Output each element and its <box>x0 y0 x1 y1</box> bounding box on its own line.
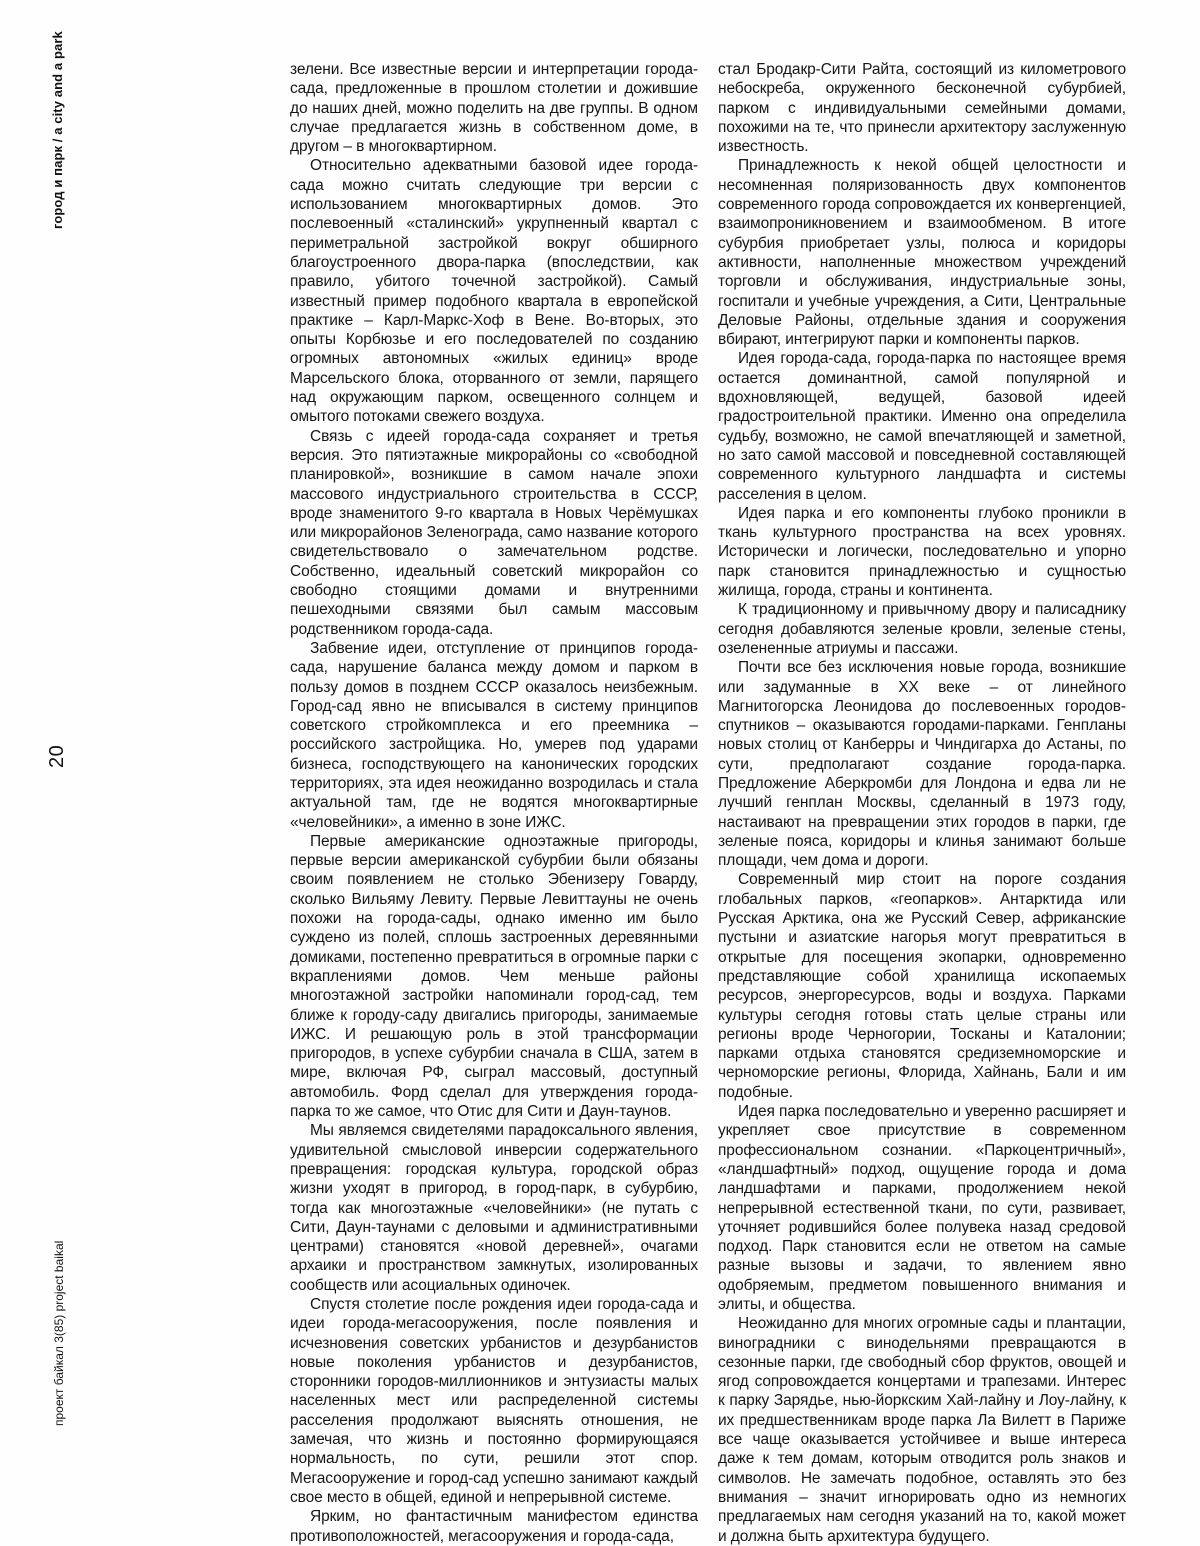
page-number: 20 <box>46 744 68 768</box>
paragraph: Относительно адекватными базовой идее города-сада можно считать следующие три версии с использованием многоквартирных домов. Это послевоенный «сталинский» укрупненный квартал с периметральной застройкой вокруг обширного благоустроенного двора-парка (впоследствии, как правило, убитого точечной застройкой). Самый известный пример подобного квартала в европейской практике – Карл-Маркс-Хоф в Вене. Во-вторых, это опыты Корбюзье и его последователей по созданию огромных автономных «жилых единиц» вроде Марсельского блока, оторванного от земли, парящего над окружающим парком, освещенного солнцем и омытого потоками свежего воздуха. <box>290 157 698 426</box>
paragraph: Неожиданно для многих огромные сады и плантации, виноградники с винодельнями превращаются в сезонные парки, где свободный сбор фруктов, овощей и ягод сопровождается концертами и трапезами. Интерес к парку Зарядье, нью-йоркским Хай-лайну и Лоу-лайну, к их предшественникам вроде парка Ла Вилетт в Париже все чаще оказывается устойчивее и выше интереса даже к тем домам, которым отводится роль знаков и символов. Не замечать подобное, оставлять это без внимания – значит игнорировать одно из немногих предлагаемых нам сегодня указаний на то, какой может и должна быть архитектура будущего. <box>718 1315 1126 1545</box>
paragraph: Идея города-сада, города-парка по настоящее время остается доминантной, самой популярной и вдохновляющей, ведущей, базовой идеей градостроительной практики. Именно она определила судьбу, возможно, не самой впечатляющей и заметной, но зато самой массовой и повседневной составляющей современного культурного ландшафта и системы расселения в целом. <box>718 350 1126 503</box>
paragraph: Спустя столетие после рождения идеи города-сада и идеи города-мегасооружения, после появления и исчезновения советских урбанистов и дезурбанистов новые поколения урбанистов и дезурбанистов, сторонники городов-миллионников и энтузиасты малых населенных мест или распределенной системы расселения продолжают выяснять отношения, не замечая, что жизнь и постоянно формирующаяся нормальность, по сути, решили этот спор. Мегасооружение и город-сад успешно занимают каждый свое место в общей, единой и непрерывной системе. <box>290 1296 698 1506</box>
paragraph: Идея парка последовательно и уверенно расширяет и укрепляет свое присутствие в современном профессиональном сознании. «Паркоцентричный», «ландшафтный» подход, ощущение города и дома ландшафтами и парками, продолжением некой непрерывной естественной ткани, по сути, развивает, уточняет родившийся более полувека назад средовой подход. Парк становится если не ответом на самые разные вызовы и задачи, то явлением явно одобряемым, предметом повышенного внимания и элиты, и общества. <box>718 1103 1126 1313</box>
text-column-left <box>290 60 698 1546</box>
paragraph: Современный мир стоит на пороге создания глобальных парков, «геопарков». Антарктида или Русская Арктика, она же Русский Север, африканские пустыни и азиатские нагорья могут превратиться в открытые для посещения экопарки, одновременно представляющие собой хранилища ископаемых ресурсов, энергоресурсов, воды и воздуха. Парками культуры сегодня готовы стать целые страны или регионы вроде Черногории, Тосканы и Каталонии; парками отдыха становятся средиземноморские и черноморские регионы, Флорида, Хайнань, Бали и им подобные. <box>718 871 1126 1101</box>
paragraph: Принадлежность к некой общей целостности и несомненная поляризованность двух компонентов современного города сопровождается их конвергенцией, взаимопроникновением и взаимообменом. В итоге субурбия приобретает узлы, полюса и коридоры активности, наполненные множеством учреждений торговли и обслуживания, индустриальные зоны, госпитали и учебные учреждения, а Сити, Центральные Деловые Районы, отдельные здания и сооружения вбирают, интегрируют парки и компоненты парков. <box>718 157 1126 349</box>
paragraph: зелени. Все известные версии и интерпретации города-сада, предложенные в прошлом столетии и дожившие до наших дней, можно поделить на две группы. В одном случае предлагается жизнь в собственном доме, в другом – в многоквартирном. <box>290 61 698 156</box>
paragraph: Идея парка и его компоненты глубоко проникли в ткань культурного пространства на всех уровнях. Исторически и логически, последовательно и упорно парк становится принадлежностью и сущностью жилища, города, страны и континента. <box>718 504 1126 600</box>
paragraph: Мы являемся свидетелями парадоксального явления, удивительной смысловой инверсии содержательного превращения: городская культура, городской образ жизни уходят в пригород, в город-парк, в субурбию, тогда как многоэтажные «человейники» (не путать с Сити, Даун-таунами с деловыми и административными центрами) становятся «новой деревней», очагами архаики и пространством замкнутых, изолированных сообществ или асоциальных одиночек. <box>290 1122 698 1294</box>
paragraph: стал Бродакр-Сити Райта, состоящий из километрового небоскреба, окруженного бесконечной субурбией, парком с индивидуальными семейными домами, похожими на те, что принесли архитектору заслуженную известность. <box>718 61 1126 156</box>
paragraph: Забвение идеи, отступление от принципов города-сада, нарушение баланса между домом и парком в пользу домов в позднем СССР оказалось неизбежным. Город-сад явно не вписывался в систему принципов советского стройкомплекса и его преемника – российского застройщика. Но, умерев под ударами бизнеса, господствующего на канонических городских территориях, эта идея неожиданно возродилась и стала актуальной там, где не водятся многоквартирные «человейники», а именно в зоне ИЖС. <box>290 639 698 831</box>
journal-imprint-vertical: проект байкал 3(85) project baikal <box>52 1240 66 1426</box>
paragraph: Почти все без исключения новые города, возникшие или задуманные в ХХ веке – от линейного Магнитогорска Леонидова до послевоенных городов-спутников – оказываются городами-парками. Генпланы новых столиц от Канберры и Чиндигарха до Астаны, по сути, предполагают создание города-парка. Предложение Аберкромби для Лондона и едва ли не лучший генплан Москвы, сделанный в 1973 году, настаивают на превращении этих городов в парки, где зеленые пояса, коридоры и клинья занимают больше площади, чем дома и дороги. <box>718 659 1126 870</box>
paragraph: Связь с идеей города-сада сохраняет и третья версия. Это пятиэтажные микрорайоны со «свободной планировкой», возникшие в самом начале эпохи массового индустриального строительства в СССР, вроде знаменитого 9-го квартала в Новых Черёмушках или микрорайонов Зеленограда, само название которого свидетельствовало о замечательном родстве. Собственно, идеальный советский микрорайон со свободно стоящими домами и внутренними пешеходными связями был самым массовым родственником города-сада. <box>290 427 698 638</box>
paragraph: К традиционному и привычному двору и палисаднику сегодня добавляются зеленые кровли, зеленые стены, озелененные атриумы и пассажи. <box>718 601 1126 657</box>
paragraph: Первые американские одноэтажные пригороды, первые версии американской субурбии были обязаны своим появлением не столько Эбенизеру Говарду, сколько Вильяму Левиту. Первые Левиттауны не очень похожи на города-сады, однако именно им было суждено из полей, сплошь застроенных деревянными домиками, постепенно превратиться в огромные парки с вкраплениями домов. Чем меньше районы многоэтажной застройки напоминали город-сад, тем ближе к городу-саду двигались пригороды, занимаемые ИЖС. И решающую роль в этой трансформации пригородов, в успехе субурбии сначала в США, затем в мире, включая РФ, сыграл массовый, доступный автомобиль. Форд сделал для утверждения города-парка то же самое, что Отис для Сити и Даун-таунов. <box>290 832 698 1121</box>
paragraph: Ярким, но фантастичным манифестом единства противоположностей, мегасооружения и города-сада, <box>290 1508 698 1545</box>
text-column-right <box>718 60 1126 1546</box>
section-title-vertical: город и парк / a city and a park <box>50 31 65 229</box>
